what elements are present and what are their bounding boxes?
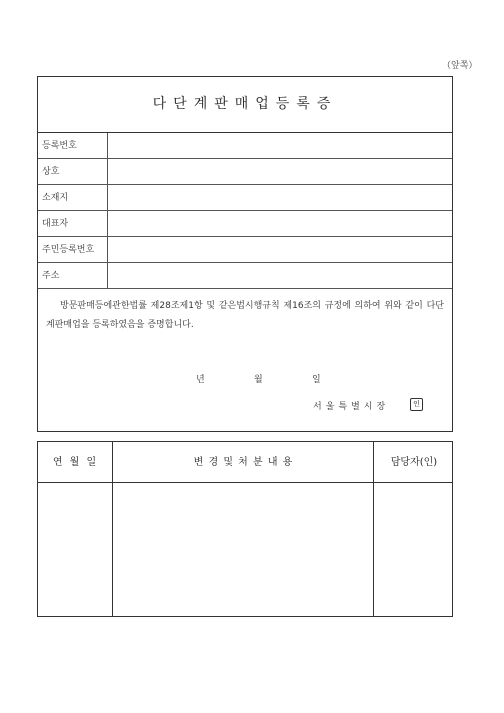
history-header-date: 연 월 일	[52, 457, 99, 468]
certificate-title: 다단계판매업등록증	[38, 77, 452, 133]
history-header-manager: 담당자(인)	[390, 457, 438, 468]
field-label-address: 주소	[42, 271, 60, 281]
history-divider-1	[112, 442, 113, 616]
registration-certificate	[37, 76, 453, 432]
field-row-company-name	[38, 159, 452, 185]
history-header-content: 변 경 및 처 분 내 용	[193, 457, 294, 468]
date-year-label: 년	[196, 375, 205, 385]
field-label-location: 소재지	[42, 193, 69, 203]
certificate-statement: 방문판매등에관한법률 제28조제1항 및 같은법시행규칙 제16조의 규정에 의하여 위와 같이 다단계판매업을 등록하였음을 증명합니다.	[46, 301, 444, 330]
date-day-label: 일	[312, 375, 321, 385]
field-label-resident-number: 주민등록번호	[42, 245, 95, 255]
seal-mark: 인	[410, 398, 423, 411]
change-history-table	[37, 441, 453, 617]
field-row-location	[38, 185, 452, 211]
field-row-resident-number	[38, 237, 452, 263]
field-label-registration-number: 등록번호	[42, 141, 77, 151]
field-label-company-name: 상호	[42, 167, 60, 177]
field-row-registration-number	[38, 133, 452, 159]
field-row-representative	[38, 211, 452, 237]
date-month-label: 월	[254, 375, 263, 385]
field-label-representative: 대표자	[42, 219, 69, 229]
history-divider-2	[373, 442, 374, 616]
field-row-address	[38, 263, 452, 289]
issuer-name: 서울특별시장	[313, 402, 390, 412]
history-header-row	[38, 442, 452, 483]
page-side-label: （앞쪽）	[442, 61, 478, 71]
